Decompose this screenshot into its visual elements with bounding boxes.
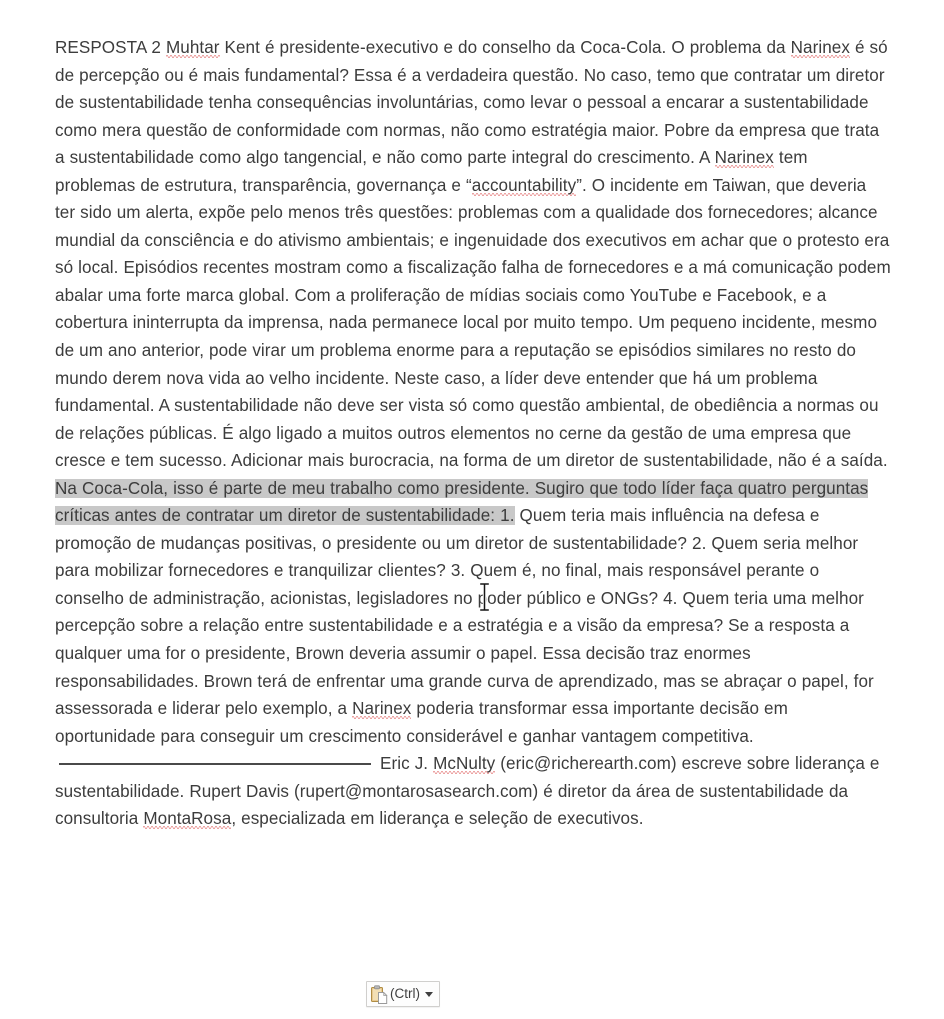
document-text-body[interactable] xyxy=(55,34,891,833)
paragraph-resposta-2[interactable] xyxy=(55,34,891,833)
chevron-down-icon[interactable] xyxy=(425,992,433,997)
horizontal-rule-separator xyxy=(59,763,371,765)
text-run: (eric@richerearth.com) escreve sobre liderança e sustentabilidade. Rupert Davis (rupert@montarosasearch.com) é diretor da área de sustentabilidade da consultoria xyxy=(55,754,880,829)
text-run: ”. O incidente em Taiwan, que deveria ter sido um alerta, expõe pelo menos três questões: problemas com a qualidade dos fornecedores; alcance mundial da consciência e do ativismo ambientais; e ingenuidade dos executivos em achar que o protesto era só local. Episódios recentes mostram como a fiscalização falha de fornecedores e a má comunicação podem abalar uma forte marca global. Com a proliferação de mídias sociais como YouTube e Facebook, e a cobertura ininterrupta da imprensa, nada permanece local por muito tempo. Um pequeno incidente, mesmo de um ano anterior, pode virar um problema enorme para a reputação se episódios similares no resto do mundo derem nova vida ao velho incidente. Neste caso, a líder deve entender que há um problema fundamental. A sustentabilidade não deve ser vista só como questão ambiental, de obediência a normas ou de relações públicas. É algo ligado a muitos outros elementos no cerne da gestão de uma empresa que cresce e tem sucesso. Adicionar mais burocracia, na forma de um diretor de sustentabilidade, não é a saída. xyxy=(55,175,891,471)
text-run: Kent é presidente-executivo e do conselho da Coca-Cola. O problema da xyxy=(219,38,791,57)
misspelled-word-mcnulty[interactable]: McNulty xyxy=(433,754,496,774)
clipboard-paste-icon xyxy=(371,985,388,1004)
misspelled-word-narinex-2[interactable]: Narinex xyxy=(714,148,774,168)
misspelled-word-montarosa[interactable]: MontaRosa xyxy=(143,809,232,829)
paste-options-button[interactable] xyxy=(366,981,440,1007)
text-run: é só de percepção ou é mais fundamental? Essa é a verdadeira questão. No caso, temo que contratar um diretor de sustentabilidade tenha consequências involuntárias, como levar o pessoal a encarar a sustentabilidade como mera questão de conformidade com normas, não como estratégia maior. Pobre da empresa que trata a sustentabilidade como algo tangencial, e não como parte integral do crescimento. A xyxy=(55,38,888,168)
text-run: poderia transformar essa importante decisão em oportunidade para conseguir um crescimento considerável e ganhar vantagem competitiva. xyxy=(55,699,788,746)
text-run: Quem teria mais influência na defesa e promoção de mudanças positivas, o presidente ou um diretor de sustentabilidade? 2. Quem seria melhor para mobilizar fornecedores e tranquilizar clientes? 3. Quem é, no final, mais responsável perante o conselho de administração, acionistas, legisladores no poder público e ONGs? 4. Quem teria uma melhor percepção sobre a relação entre sustentabilidade e a estratégia e a visão da empresa? Se a resposta a qualquer uma for o presidente, Brown deveria assumir o papel. Essa decisão traz enormes responsabilidades. Brown terá de enfrentar uma grande curva de aprendizado, mas se abraçar o papel, for assessorada e liderar pelo exemplo, a xyxy=(55,506,874,719)
text-run: tem problemas de estrutura, transparência, governança e “ xyxy=(55,148,808,195)
selected-text-range[interactable]: Na Coca-Cola, isso é parte de meu trabalho como presidente. Sugiro que todo líder faça quatro perguntas críticas antes de contratar um diretor de sustentabilidade: 1. xyxy=(55,478,869,526)
paste-options-label: (Ctrl) xyxy=(390,986,420,1002)
text-run: Eric J. xyxy=(375,754,434,774)
text-run: RESPOSTA 2 xyxy=(55,38,166,57)
misspelled-word-narinex-1[interactable]: Narinex xyxy=(790,38,850,57)
misspelled-word-muhtar[interactable]: Muhtar xyxy=(165,38,220,57)
text-run: , especializada em liderança e seleção de executivos. xyxy=(231,809,644,829)
misspelled-word-accountability[interactable]: accountability xyxy=(471,175,577,195)
misspelled-word-narinex-3[interactable]: Narinex xyxy=(352,699,412,719)
